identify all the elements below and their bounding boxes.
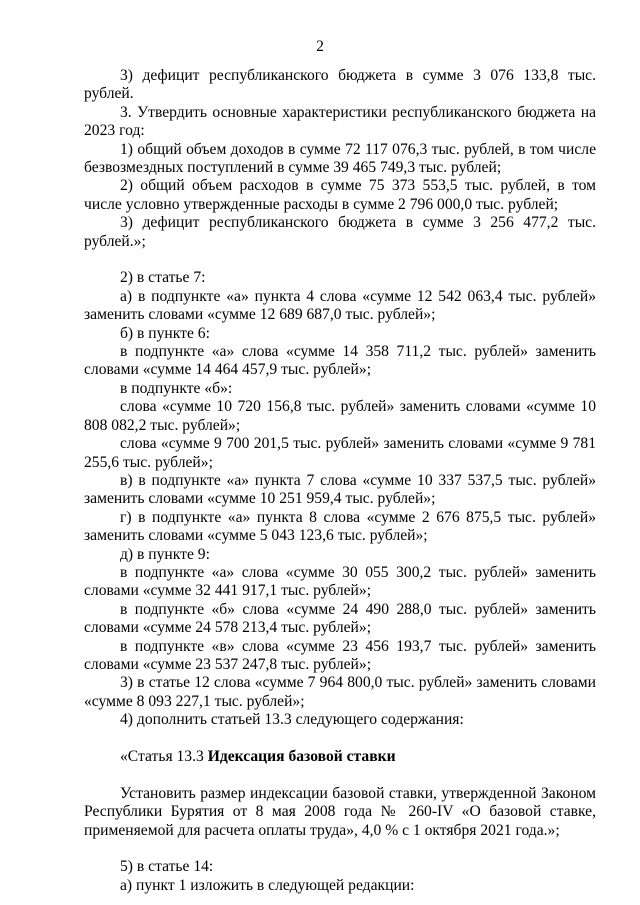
paragraph [84, 177, 596, 214]
paragraph-text: Установить размер индексации базовой ставки, утвержденной Законом Республики Бурятия от 8 мая 2008 года № 260-IV «О базовой ставке, применяемой для расчета оплаты труда», 4,0 % с 1 октября 2021 года.»; [84, 784, 596, 839]
paragraph-text: 3) дефицит республиканского бюджета в сумме 3 076 133,8 тыс. рублей. [84, 67, 596, 103]
paragraph [84, 67, 596, 104]
paragraph-text: 4) дополнить статьей 13.3 следующего содержания: [120, 711, 464, 729]
paragraph [84, 141, 596, 178]
paragraph [84, 564, 596, 601]
paragraph-text: а) в подпункте «а» пункта 4 слова «сумме 12 542 063,4 тыс. рублей» заменить словами «сумме 12 689 687,0 тыс. рублей»; [84, 287, 596, 324]
paragraph-text: 3) в статье 12 слова «сумме 7 964 800,0 тыс. рублей» заменить словами «сумме 8 093 227,1 тыс. рублей»; [84, 674, 596, 710]
paragraph-text: б) в пункте 6: [120, 324, 210, 342]
paragraph-text: в подпункте «а» слова «сумме 30 055 300,2 тыс. рублей» заменить словами «сумме 32 441 917,1 тыс. рублей»; [84, 563, 596, 600]
paragraph-text: 5) в статье 14: [120, 858, 214, 876]
paragraph [84, 785, 596, 840]
paragraph [84, 472, 596, 509]
paragraph-text: в подпункте «б»: [120, 379, 233, 397]
paragraph-gap [84, 766, 596, 784]
paragraph-text: 2) в статье 7: [120, 269, 206, 287]
paragraph-text: 3. Утвердить основные характеристики республиканского бюджета на 2023 год: [84, 103, 596, 140]
paragraph-text: а) пункт 1 изложить в следующей редакции: [120, 876, 415, 894]
paragraph-text: 3) дефицит республиканского бюджета в сумме 3 256 477,2 тыс. рублей.»; [84, 214, 596, 250]
paragraph-text: «Статья 13.3 [120, 748, 208, 765]
paragraph [84, 214, 596, 251]
article-heading: Идексация базовой ставки [207, 748, 396, 765]
paragraph [84, 435, 596, 472]
paragraph-text: в подпункте «а» слова «сумме 14 358 711,2 тыс. рублей» заменить словами «сумме 14 464 457,9 тыс. рублей»; [84, 343, 596, 379]
paragraph-text: д) в пункте 9: [120, 545, 210, 563]
paragraph [84, 398, 596, 435]
paragraph [84, 601, 596, 638]
paragraph [84, 877, 596, 895]
paragraph-text: в) в подпункте «а» пункта 7 слова «сумме 10 337 537,5 тыс. рублей» заменить словами «сумме 10 251 959,4 тыс. рублей»; [84, 471, 596, 508]
paragraph-gap [84, 840, 596, 858]
paragraph [84, 288, 596, 325]
paragraph [84, 638, 596, 675]
page-number: 2 [316, 38, 324, 55]
paragraph [84, 858, 596, 876]
paragraph [84, 380, 596, 398]
document-body [84, 67, 596, 895]
paragraph [84, 711, 596, 729]
paragraph [84, 269, 596, 287]
paragraph-gap [84, 251, 596, 269]
paragraph [84, 748, 596, 766]
paragraph-text: слова «сумме 9 700 201,5 тыс. рублей» заменить словами «сумме 9 781 255,6 тыс. рублей»; [84, 435, 596, 471]
paragraph [84, 674, 596, 711]
paragraph [84, 546, 596, 564]
paragraph-text: 1) общий объем доходов в сумме 72 117 076,3 тыс. рублей, в том числе безвозмездных поступлений в сумме 39 465 749,3 тыс. рублей; [84, 140, 596, 177]
paragraph-text: г) в подпункте «а» пункта 8 слова «сумме 2 676 875,5 тыс. рублей» заменить словами «сумме 5 043 123,6 тыс. рублей»; [84, 508, 596, 545]
paragraph [84, 104, 596, 141]
paragraph-text: слова «сумме 10 720 156,8 тыс. рублей» заменить словами «сумме 10 808 082,2 тыс. рублей»; [84, 398, 596, 434]
paragraph-text: в подпункте «в» слова «сумме 23 456 193,7 тыс. рублей» заменить словами «сумме 23 537 247,8 тыс. рублей»; [84, 637, 596, 673]
paragraph-gap [84, 730, 596, 748]
paragraph-text: в подпункте «б» слова «сумме 24 490 288,0 тыс. рублей» заменить словами «сумме 24 578 213,4 тыс. рублей»; [84, 600, 596, 637]
paragraph [84, 343, 596, 380]
paragraph [84, 325, 596, 343]
paragraph [84, 509, 596, 546]
paragraph-text: 2) общий объем расходов в сумме 75 373 553,5 тыс. рублей, в том числе условно утвержденные расходы в сумме 2 796 000,0 тыс. рублей; [84, 177, 596, 213]
